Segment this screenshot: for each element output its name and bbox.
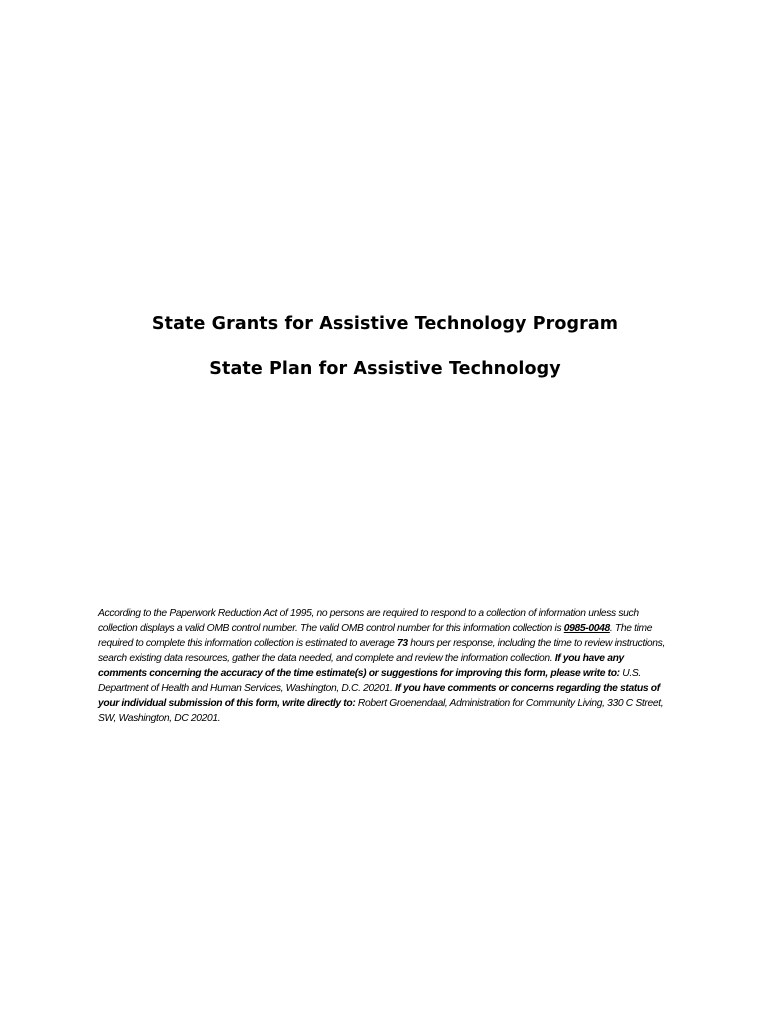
hours-estimate: 73 bbox=[396, 638, 408, 649]
notice-hours-text: hours per response, including the time to review instructions, search existing data resources, gather the data needed, and complete and review the information collection. bbox=[98, 638, 665, 664]
comments-lead: If you have any comments concerning the accuracy of the time estimate(s) or suggestions for improving this form, please write to: bbox=[98, 653, 624, 679]
omb-control-number: 0985-0048 bbox=[563, 623, 610, 634]
plan-title: State Plan for Assistive Technology bbox=[209, 359, 561, 379]
paperwork-reduction-notice bbox=[98, 606, 674, 726]
status-lead: If you have comments or concerns regarding the status of your individual submission of this form, write directly to: bbox=[98, 683, 660, 709]
status-address: Robert Groenendaal, Administration for Community Living, 330 C Street, SW, Washington, DC 20201. bbox=[98, 698, 664, 724]
program-title: State Grants for Assistive Technology Program bbox=[151, 314, 619, 334]
notice-intro-text: According to the Paperwork Reduction Act of 1995, no persons are required to respond to a collection of information unless such collection displays a valid OMB control number. The valid OMB control number for this information collection is bbox=[98, 608, 639, 634]
notice-time-text: . The time required to complete this information collection is estimated to average bbox=[98, 623, 653, 649]
comments-address: U.S. Department of Health and Human Services, Washington, D.C. 20201. bbox=[98, 668, 641, 694]
